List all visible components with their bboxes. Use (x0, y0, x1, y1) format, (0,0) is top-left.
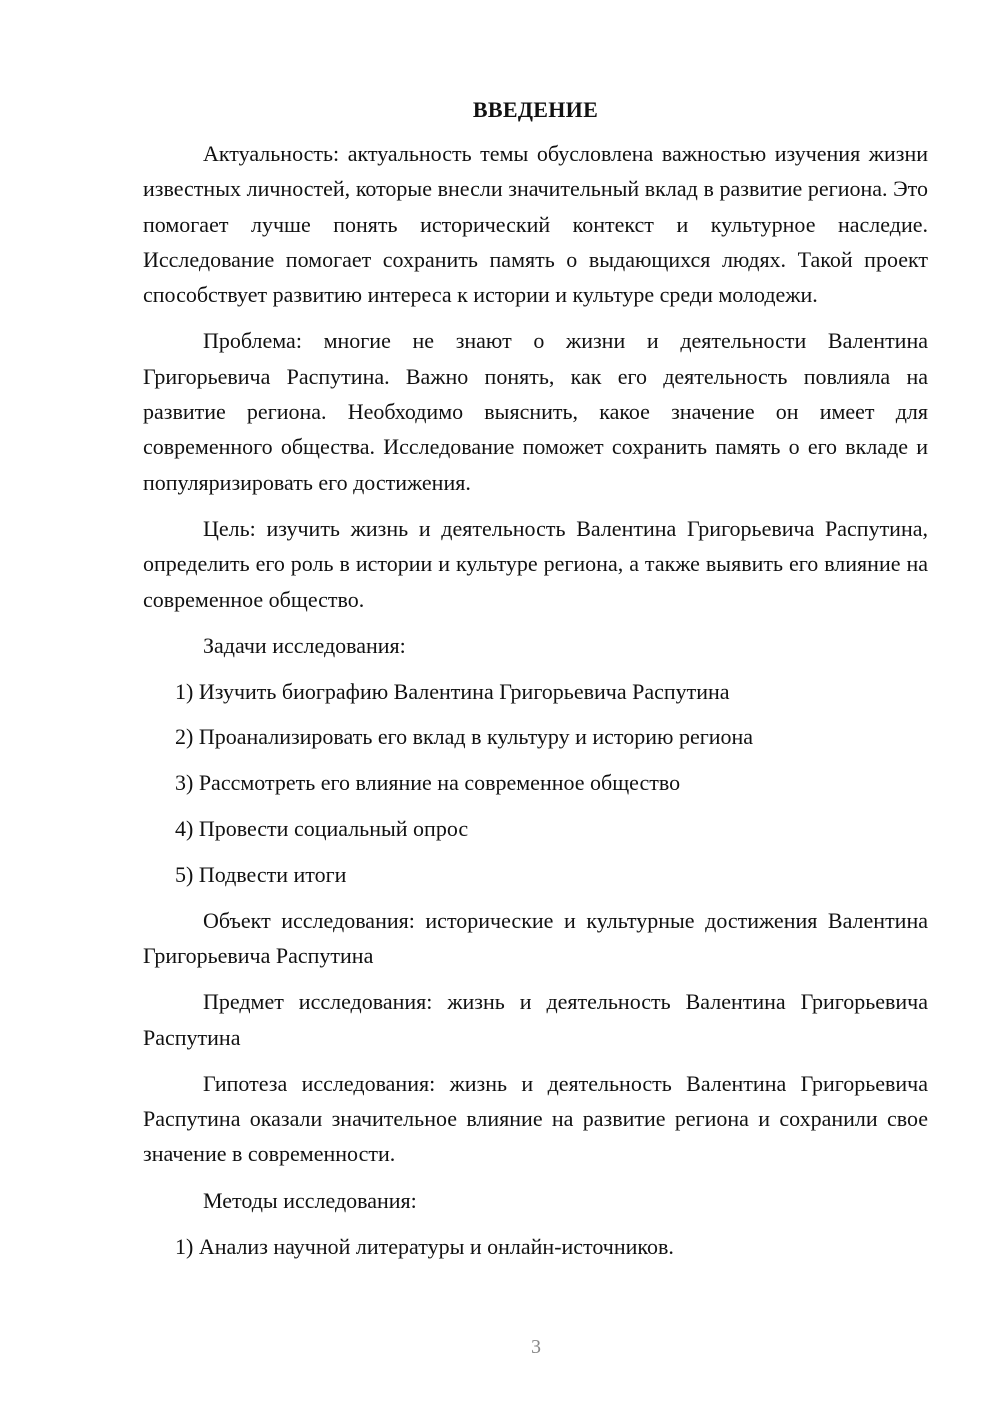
page-content (143, 96, 928, 1274)
subject-paragraph: Предмет исследования: жизнь и деятельность Валентина Григорьевича Распутина (143, 989, 928, 1050)
task-item: 2) Проанализировать его вклад в культуру и историю региона (175, 724, 754, 750)
task-item: 5) Подвести итоги (175, 861, 347, 887)
methods-label: Методы исследования: (203, 1187, 417, 1213)
method-item: 1) Анализ научной литературы и онлайн-источников. (175, 1233, 674, 1259)
relevance-paragraph: Актуальность: актуальность темы обусловлена важностью изучения жизни известных личностей, которые внесли значительный вклад в развитие региона. Это помогает лучше понять исторический контекст и культурное наследие. Исследование помогает сохранить память о выдающихся людях. Такой проект способствует развитию интереса к истории и культуре среди молодежи. (143, 141, 928, 308)
task-item: 1) Изучить биографию Валентина Григорьевича Распутина (175, 678, 730, 704)
page-number: 3 (531, 1336, 541, 1358)
task-item: 3) Рассмотреть его влияние на современное общество (175, 770, 681, 796)
goal-paragraph: Цель: изучить жизнь и деятельность Валентина Григорьевича Распутина, определить его роль в истории и культуре региона, а также выявить его влияние на современное общество. (143, 515, 928, 612)
page-title: ВВЕДЕНИЕ (472, 97, 599, 122)
hypothesis-paragraph: Гипотеза исследования: жизнь и деятельность Валентина Григорьевича Распутина оказали значительное влияние на развитие региона и сохранили свое значение в современности. (143, 1070, 928, 1167)
object-paragraph: Объект исследования: исторические и культурные достижения Валентина Григорьевича Распутина (143, 907, 928, 968)
task-item: 4) Провести социальный опрос (175, 816, 469, 842)
problem-paragraph: Проблема: многие не знают о жизни и деятельности Валентина Григорьевича Распутина. Важно понять, как его деятельность повлияла на развитие региона. Необходимо выяснить, какое значение он имеет для современного общества. Исследование поможет сохранить память о его вкладе и популяризировать его достижения. (143, 328, 928, 495)
tasks-label: Задачи исследования: (203, 632, 406, 658)
